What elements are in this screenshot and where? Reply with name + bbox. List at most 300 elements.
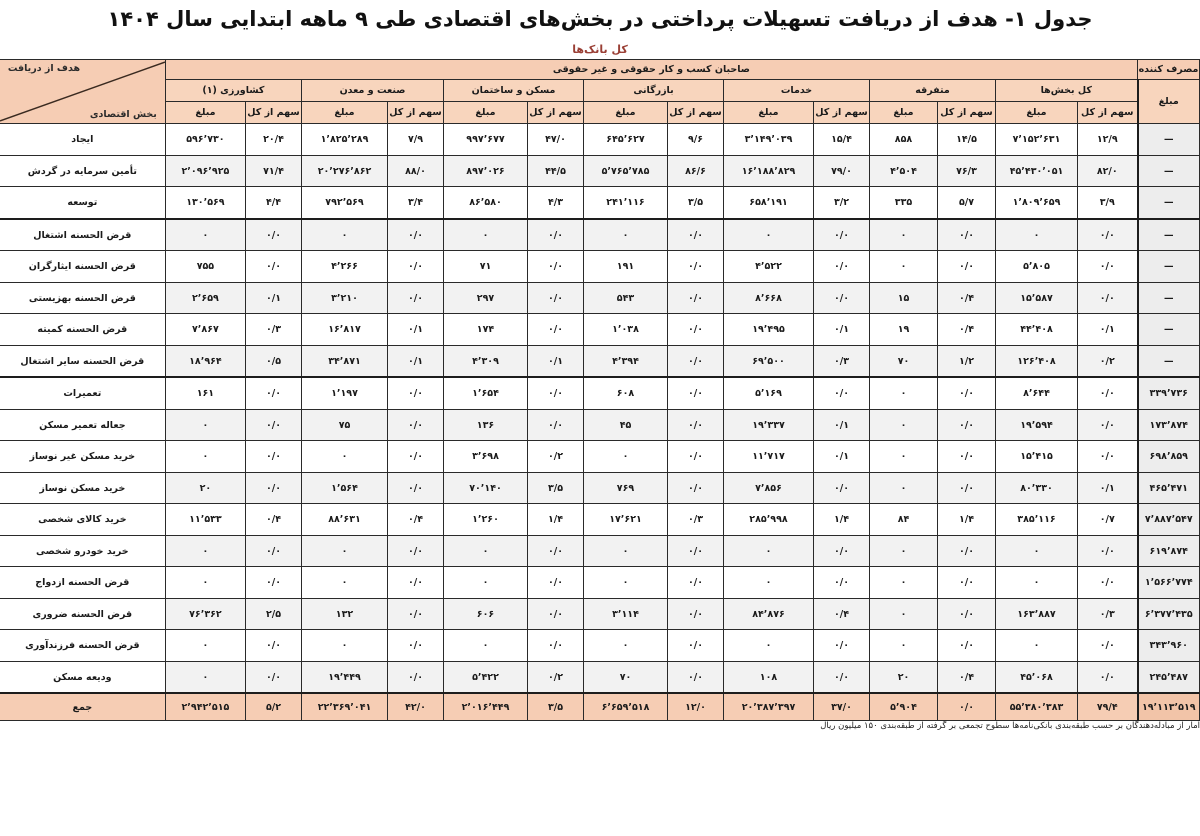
table-row [0,504,1200,536]
cell-share-12: ۷۱/۴ [246,155,302,187]
cell-amount-13: ۵۹۶٬۷۳۰ [165,124,245,156]
cell-amount-7: ۴٬۳۹۴ [584,345,668,377]
cell-share-6: ۰/۰ [668,409,724,441]
cell-amount-7: ۱۷٬۶۲۱ [584,504,668,536]
cell-share-6: ۰/۰ [668,219,724,251]
row-label: خرید مسکن غیر نوساز [0,441,165,473]
cell-share-2: ۰/۰ [938,472,996,504]
cell-amount-5: ۴٬۵۲۲ [724,251,814,283]
cell-share-6: ۰/۰ [668,441,724,473]
cell-amount-1: ۸۰٬۳۳۰ [996,472,1078,504]
corner-label-bottom: بخش اقتصادی [89,109,157,121]
row-label: قرض الحسنه بهزیستی [0,282,165,314]
cell-consumer-amount: — [1138,155,1200,187]
sub-services-amount: مبلغ [724,102,814,124]
cell-amount-7: ۶۴۵٬۶۲۷ [584,124,668,156]
cell-amount-1: ۸٬۶۴۴ [996,377,1078,409]
cell-amount-3: ۰ [870,441,938,473]
sub-industry-share: سهم از کل [388,102,444,124]
cell-share-0: ۱۲/۹ [1078,124,1138,156]
cell-amount-9: ۰ [444,219,528,251]
cell-share-0: ۰/۱ [1078,314,1138,346]
cell-share-2: ۰/۰ [938,377,996,409]
cell-share-10: ۰/۰ [388,567,444,599]
cell-share-2: ۱/۴ [938,504,996,536]
cell-share-6: ۹/۶ [668,124,724,156]
cell-amount-5: ۷٬۸۵۶ [724,472,814,504]
cell-amount-3: ۴٬۵۰۴ [870,155,938,187]
cell-share-10: ۰/۰ [388,251,444,283]
cell-share-12: ۲۰/۴ [246,124,302,156]
cell-share-12: ۰/۰ [246,441,302,473]
cell-amount-9: ۸۶٬۵۸۰ [444,187,528,219]
cell-amount-13: ۰ [165,535,245,567]
cell-share-4: ۰/۱ [814,409,870,441]
cell-amount-1: ۳۸۵٬۱۱۶ [996,504,1078,536]
cell-share-2: ۰/۰ [938,441,996,473]
group-housing: مسکن و ساختمان [444,80,584,102]
cell-amount-9: ۵٬۴۲۲ [444,661,528,693]
table-row [0,377,1200,409]
cell-share-0: ۰/۷ [1078,504,1138,536]
cell-share-12: ۰/۰ [246,630,302,662]
cell-amount-7: ۰ [584,219,668,251]
cell-amount-3: ۰ [870,219,938,251]
cell-amount-1: ۱۲۶٬۴۰۸ [996,345,1078,377]
cell-share-4: ۱۵/۴ [814,124,870,156]
table-row [0,661,1200,693]
cell-amount-13: ۰ [165,441,245,473]
cell-amount-1: ۰ [996,535,1078,567]
total-amount-13: ۲٬۹۴۲٬۵۱۵ [165,693,245,721]
cell-amount-1: ۱۵٬۵۸۷ [996,282,1078,314]
total-share-6: ۱۲/۰ [668,693,724,721]
row-label: جعاله تعمیر مسکن [0,409,165,441]
total-share-2: ۰/۰ [938,693,996,721]
cell-share-10: ۰/۴ [388,504,444,536]
cell-amount-11: ۳۴٬۸۷۱ [302,345,388,377]
cell-share-0: ۰/۰ [1078,630,1138,662]
cell-share-10: ۰/۰ [388,598,444,630]
row-label: ودیعه مسکن [0,661,165,693]
cell-share-6: ۰/۰ [668,661,724,693]
cell-share-4: ۰/۱ [814,314,870,346]
cell-amount-9: ۰ [444,535,528,567]
table-row [0,187,1200,219]
page-title-wrap [0,0,1200,32]
cell-share-2: ۵/۷ [938,187,996,219]
row-label: خرید کالای شخصی [0,504,165,536]
cell-share-12: ۴/۴ [246,187,302,219]
cell-amount-11: ۱٬۱۹۷ [302,377,388,409]
cell-share-0: ۸۲/۰ [1078,155,1138,187]
table-row [0,409,1200,441]
cell-share-12: ۲/۵ [246,598,302,630]
cell-amount-3: ۰ [870,567,938,599]
cell-amount-7: ۳٬۱۱۴ [584,598,668,630]
cell-amount-7: ۵۴۳ [584,282,668,314]
cell-share-0: ۰/۰ [1078,409,1138,441]
cell-share-4: ۰/۳ [814,345,870,377]
cell-amount-9: ۱۳۶ [444,409,528,441]
cell-amount-13: ۲٬۰۹۶٬۹۲۵ [165,155,245,187]
cell-share-4: ۳/۲ [814,187,870,219]
cell-share-4: ۰/۰ [814,661,870,693]
cell-amount-13: ۱۸٬۹۶۴ [165,345,245,377]
cell-share-8: ۰/۰ [528,314,584,346]
row-label: قرض الحسنه ایثارگران [0,251,165,283]
cell-share-2: ۰/۴ [938,282,996,314]
cell-consumer-amount: — [1138,219,1200,251]
table-row [0,345,1200,377]
cell-share-0: ۰/۰ [1078,661,1138,693]
cell-consumer-amount: — [1138,251,1200,283]
table-body [0,124,1200,721]
cell-consumer-amount: — [1138,282,1200,314]
header-sub-row [0,102,1200,124]
row-label: قرض الحسنه ازدواج [0,567,165,599]
cell-share-8: ۳/۵ [528,472,584,504]
total-consumer-amount: ۱۹٬۱۱۳٬۵۱۹ [1138,693,1200,721]
cell-share-12: ۰/۰ [246,535,302,567]
cell-amount-7: ۰ [584,535,668,567]
cell-share-10: ۰/۰ [388,472,444,504]
cell-amount-13: ۷۵۵ [165,251,245,283]
cell-amount-5: ۰ [724,535,814,567]
cell-share-4: ۰/۰ [814,535,870,567]
cell-amount-9: ۴٬۳۰۹ [444,345,528,377]
table-row [0,219,1200,251]
cell-amount-7: ۶۰۸ [584,377,668,409]
footnote-row [0,721,1200,731]
cell-amount-11: ۲۰٬۲۷۶٬۸۶۲ [302,155,388,187]
cell-amount-7: ۲۴۱٬۱۱۶ [584,187,668,219]
row-label: خرید خودرو شخصی [0,535,165,567]
cell-amount-9: ۸۹۷٬۰۲۶ [444,155,528,187]
cell-share-10: ۰/۰ [388,377,444,409]
total-amount-3: ۵٬۹۰۴ [870,693,938,721]
cell-amount-7: ۰ [584,441,668,473]
group-miscellaneous: متفرقه [870,80,996,102]
sub-commerce-share: سهم از کل [668,102,724,124]
cell-consumer-amount: — [1138,124,1200,156]
cell-amount-3: ۰ [870,377,938,409]
cell-consumer-amount: ۴۶۵٬۴۷۱ [1138,472,1200,504]
cell-share-12: ۰/۰ [246,377,302,409]
group-industry-mining: صنعت و معدن [302,80,444,102]
cell-share-4: ۰/۰ [814,472,870,504]
corner-label-top: هدف از دریافت [7,63,81,75]
cell-amount-3: ۸۴ [870,504,938,536]
cell-amount-9: ۷۰٬۱۴۰ [444,472,528,504]
cell-share-2: ۰/۰ [938,219,996,251]
group-consumer-amount: مبلغ [1138,80,1200,124]
cell-share-10: ۷/۹ [388,124,444,156]
cell-share-10: ۰/۰ [388,441,444,473]
cell-share-8: ۰/۲ [528,441,584,473]
cell-amount-1: ۱۵٬۴۱۵ [996,441,1078,473]
row-label: تعمیرات [0,377,165,409]
cell-share-4: ۱/۴ [814,504,870,536]
corner-header-cell [0,60,165,124]
cell-share-2: ۱۴/۵ [938,124,996,156]
supergroup-consumer: مصرف کننده [1138,60,1200,80]
cell-amount-7: ۰ [584,567,668,599]
cell-share-6: ۰/۰ [668,282,724,314]
cell-amount-11: ۱۹٬۴۴۹ [302,661,388,693]
cell-share-12: ۰/۵ [246,345,302,377]
cell-amount-13: ۰ [165,219,245,251]
cell-amount-5: ۱۶٬۱۸۸٬۸۲۹ [724,155,814,187]
cell-amount-5: ۸٬۶۶۸ [724,282,814,314]
cell-consumer-amount: ۶۱۹٬۸۷۴ [1138,535,1200,567]
economic-sectors-table [0,59,1200,721]
cell-share-12: ۰/۰ [246,661,302,693]
cell-amount-1: ۵٬۸۰۵ [996,251,1078,283]
row-label: قرض الحسنه فرزندآوری [0,630,165,662]
cell-amount-1: ۱۶۳٬۸۸۷ [996,598,1078,630]
cell-amount-13: ۰ [165,567,245,599]
cell-share-8: ۰/۰ [528,630,584,662]
cell-amount-13: ۱۳۰٬۵۶۹ [165,187,245,219]
cell-amount-11: ۴٬۲۶۶ [302,251,388,283]
row-label: قرض الحسنه اشتغال [0,219,165,251]
cell-amount-1: ۴۵٬۴۳۰٬۰۵۱ [996,155,1078,187]
sub-agriculture-share: سهم از کل [246,102,302,124]
cell-share-10: ۰/۰ [388,630,444,662]
sub-all-sectors-amount: مبلغ [996,102,1078,124]
cell-amount-3: ۰ [870,630,938,662]
cell-share-8: ۴۴/۵ [528,155,584,187]
cell-share-6: ۰/۰ [668,598,724,630]
cell-amount-7: ۰ [584,630,668,662]
cell-amount-5: ۰ [724,567,814,599]
row-label: توسعه [0,187,165,219]
cell-consumer-amount: — [1138,314,1200,346]
cell-share-4: ۷۹/۰ [814,155,870,187]
cell-amount-7: ۱۹۱ [584,251,668,283]
cell-amount-9: ۳٬۶۹۸ [444,441,528,473]
cell-amount-5: ۰ [724,630,814,662]
cell-share-8: ۰/۰ [528,251,584,283]
cell-share-12: ۰/۱ [246,282,302,314]
cell-share-12: ۰/۰ [246,472,302,504]
cell-amount-3: ۰ [870,535,938,567]
table-row [0,535,1200,567]
cell-consumer-amount: ۳۴۳٬۹۶۰ [1138,630,1200,662]
cell-amount-7: ۴۵ [584,409,668,441]
cell-amount-3: ۰ [870,251,938,283]
cell-amount-5: ۶۵۸٬۱۹۱ [724,187,814,219]
cell-share-8: ۰/۰ [528,567,584,599]
table-row [0,155,1200,187]
total-amount-9: ۲٬۰۱۶٬۴۴۹ [444,693,528,721]
cell-share-4: ۰/۱ [814,441,870,473]
total-share-12: ۵/۲ [246,693,302,721]
cell-amount-1: ۱٬۸۰۹٬۶۵۹ [996,187,1078,219]
cell-share-6: ۰/۰ [668,535,724,567]
cell-share-2: ۰/۴ [938,661,996,693]
cell-amount-11: ۱٬۸۲۵٬۲۸۹ [302,124,388,156]
cell-share-4: ۰/۰ [814,282,870,314]
cell-amount-5: ۱۱٬۷۱۷ [724,441,814,473]
cell-amount-13: ۱۱٬۵۳۳ [165,504,245,536]
cell-share-4: ۰/۴ [814,598,870,630]
cell-amount-3: ۳۳۵ [870,187,938,219]
cell-share-0: ۰/۰ [1078,219,1138,251]
cell-share-0: ۰/۳ [1078,598,1138,630]
supergroup-business: صاحبان کسب و کار حقوقی و غیر حقوقی [165,60,1137,80]
cell-amount-11: ۰ [302,219,388,251]
cell-share-6: ۰/۰ [668,472,724,504]
cell-share-8: ۰/۰ [528,282,584,314]
table-row [0,251,1200,283]
cell-share-0: ۰/۰ [1078,282,1138,314]
table-row [0,598,1200,630]
cell-amount-1: ۱۹٬۵۹۴ [996,409,1078,441]
header-supergroup-row [0,60,1200,80]
cell-share-10: ۰/۰ [388,219,444,251]
cell-share-6: ۳/۵ [668,187,724,219]
table-footnote: آمار از مبادله‌دهندگان بر حسب طبقه‌بندی بانکی‌نامه‌ها سطوح تجمعی بر گرفته از طبقه‌بندی ۱۵۰ میلیون ریال [820,721,1200,732]
sub-housing-share: سهم از کل [528,102,584,124]
cell-share-12: ۰/۳ [246,314,302,346]
cell-share-4: ۰/۰ [814,630,870,662]
cell-share-12: ۰/۴ [246,504,302,536]
cell-amount-1: ۷٬۱۵۲٬۶۳۱ [996,124,1078,156]
row-label: خرید مسکن نوساز [0,472,165,504]
cell-amount-5: ۵٬۱۶۹ [724,377,814,409]
row-label: قرض الحسنه کمیته [0,314,165,346]
cell-share-12: ۰/۰ [246,409,302,441]
cell-share-6: ۰/۰ [668,630,724,662]
row-label: ایجاد [0,124,165,156]
cell-share-8: ۴۷/۰ [528,124,584,156]
total-row-label: جمع [0,693,165,721]
cell-share-8: ۰/۰ [528,219,584,251]
table-row [0,124,1200,156]
cell-share-2: ۰/۰ [938,535,996,567]
cell-amount-5: ۱۰۸ [724,661,814,693]
cell-amount-3: ۱۹ [870,314,938,346]
cell-share-4: ۰/۰ [814,567,870,599]
cell-share-2: ۷۶/۳ [938,155,996,187]
cell-consumer-amount: ۶۹۸٬۸۵۹ [1138,441,1200,473]
cell-amount-1: ۰ [996,219,1078,251]
cell-share-6: ۰/۰ [668,377,724,409]
cell-amount-13: ۲۰ [165,472,245,504]
cell-share-6: ۰/۰ [668,314,724,346]
cell-amount-9: ۰ [444,630,528,662]
cell-amount-1: ۴۴٬۴۰۸ [996,314,1078,346]
cell-amount-7: ۵٬۷۶۵٬۷۸۵ [584,155,668,187]
cell-share-8: ۰/۰ [528,598,584,630]
total-amount-11: ۲۲٬۳۶۹٬۰۴۱ [302,693,388,721]
table-header [0,60,1200,124]
cell-amount-11: ۰ [302,630,388,662]
row-label: قرض الحسنه سایر اشتغال [0,345,165,377]
cell-amount-1: ۴۵٬۰۶۸ [996,661,1078,693]
cell-share-10: ۰/۰ [388,282,444,314]
cell-share-2: ۰/۴ [938,314,996,346]
cell-amount-7: ۱٬۰۳۸ [584,314,668,346]
table-row [0,282,1200,314]
sub-industry-amount: مبلغ [302,102,388,124]
cell-share-10: ۰/۰ [388,661,444,693]
cell-share-10: ۳/۴ [388,187,444,219]
table-row [0,314,1200,346]
total-share-10: ۴۲/۰ [388,693,444,721]
cell-share-6: ۰/۰ [668,567,724,599]
cell-share-4: ۰/۰ [814,251,870,283]
cell-share-6: ۰/۳ [668,504,724,536]
cell-amount-9: ۲۹۷ [444,282,528,314]
cell-share-10: ۰/۰ [388,535,444,567]
sub-commerce-amount: مبلغ [584,102,668,124]
cell-amount-3: ۰ [870,598,938,630]
cell-share-2: ۰/۰ [938,630,996,662]
cell-share-8: ۱/۴ [528,504,584,536]
cell-amount-11: ۱۶٬۸۱۷ [302,314,388,346]
total-amount-1: ۵۵٬۳۸۰٬۳۸۳ [996,693,1078,721]
cell-amount-11: ۰ [302,535,388,567]
cell-consumer-amount: ۱٬۵۶۶٬۷۷۴ [1138,567,1200,599]
cell-consumer-amount: — [1138,345,1200,377]
cell-share-10: ۰/۰ [388,409,444,441]
cell-share-0: ۰/۰ [1078,441,1138,473]
cell-share-0: ۰/۰ [1078,251,1138,283]
cell-share-2: ۰/۰ [938,251,996,283]
cell-share-12: ۰/۰ [246,251,302,283]
cell-consumer-amount: ۱۷۳٬۸۷۴ [1138,409,1200,441]
cell-share-6: ۰/۰ [668,345,724,377]
cell-share-8: ۰/۰ [528,377,584,409]
cell-amount-3: ۲۰ [870,661,938,693]
group-commerce: بازرگانی [584,80,724,102]
cell-amount-7: ۷۶۹ [584,472,668,504]
cell-amount-3: ۰ [870,409,938,441]
cell-share-6: ۸۶/۶ [668,155,724,187]
cell-share-2: ۱/۲ [938,345,996,377]
cell-consumer-amount: ۳۳۹٬۷۳۶ [1138,377,1200,409]
cell-share-8: ۰/۱ [528,345,584,377]
cell-amount-1: ۰ [996,567,1078,599]
cell-share-0: ۰/۰ [1078,567,1138,599]
cell-share-0: ۰/۱ [1078,472,1138,504]
row-label: قرض الحسنه ضروری [0,598,165,630]
cell-amount-11: ۷۵ [302,409,388,441]
total-amount-5: ۲۰٬۳۸۷٬۳۹۷ [724,693,814,721]
cell-amount-9: ۶۰۶ [444,598,528,630]
cell-amount-9: ۱۷۴ [444,314,528,346]
cell-consumer-amount: — [1138,187,1200,219]
table-subtitle: کل بانک‌ها [572,43,628,57]
cell-amount-11: ۳٬۲۱۰ [302,282,388,314]
table-row [0,630,1200,662]
cell-share-10: ۰/۱ [388,314,444,346]
cell-amount-11: ۸۸٬۶۳۱ [302,504,388,536]
sub-all-sectors-share: سهم از کل [1078,102,1138,124]
cell-amount-3: ۷۰ [870,345,938,377]
table-row [0,567,1200,599]
cell-amount-13: ۷٬۸۶۷ [165,314,245,346]
cell-share-8: ۰/۰ [528,535,584,567]
cell-amount-11: ۱۳۲ [302,598,388,630]
cell-share-10: ۸۸/۰ [388,155,444,187]
sub-agriculture-amount: مبلغ [165,102,245,124]
cell-amount-13: ۲٬۶۵۹ [165,282,245,314]
cell-amount-5: ۶۹٬۵۰۰ [724,345,814,377]
